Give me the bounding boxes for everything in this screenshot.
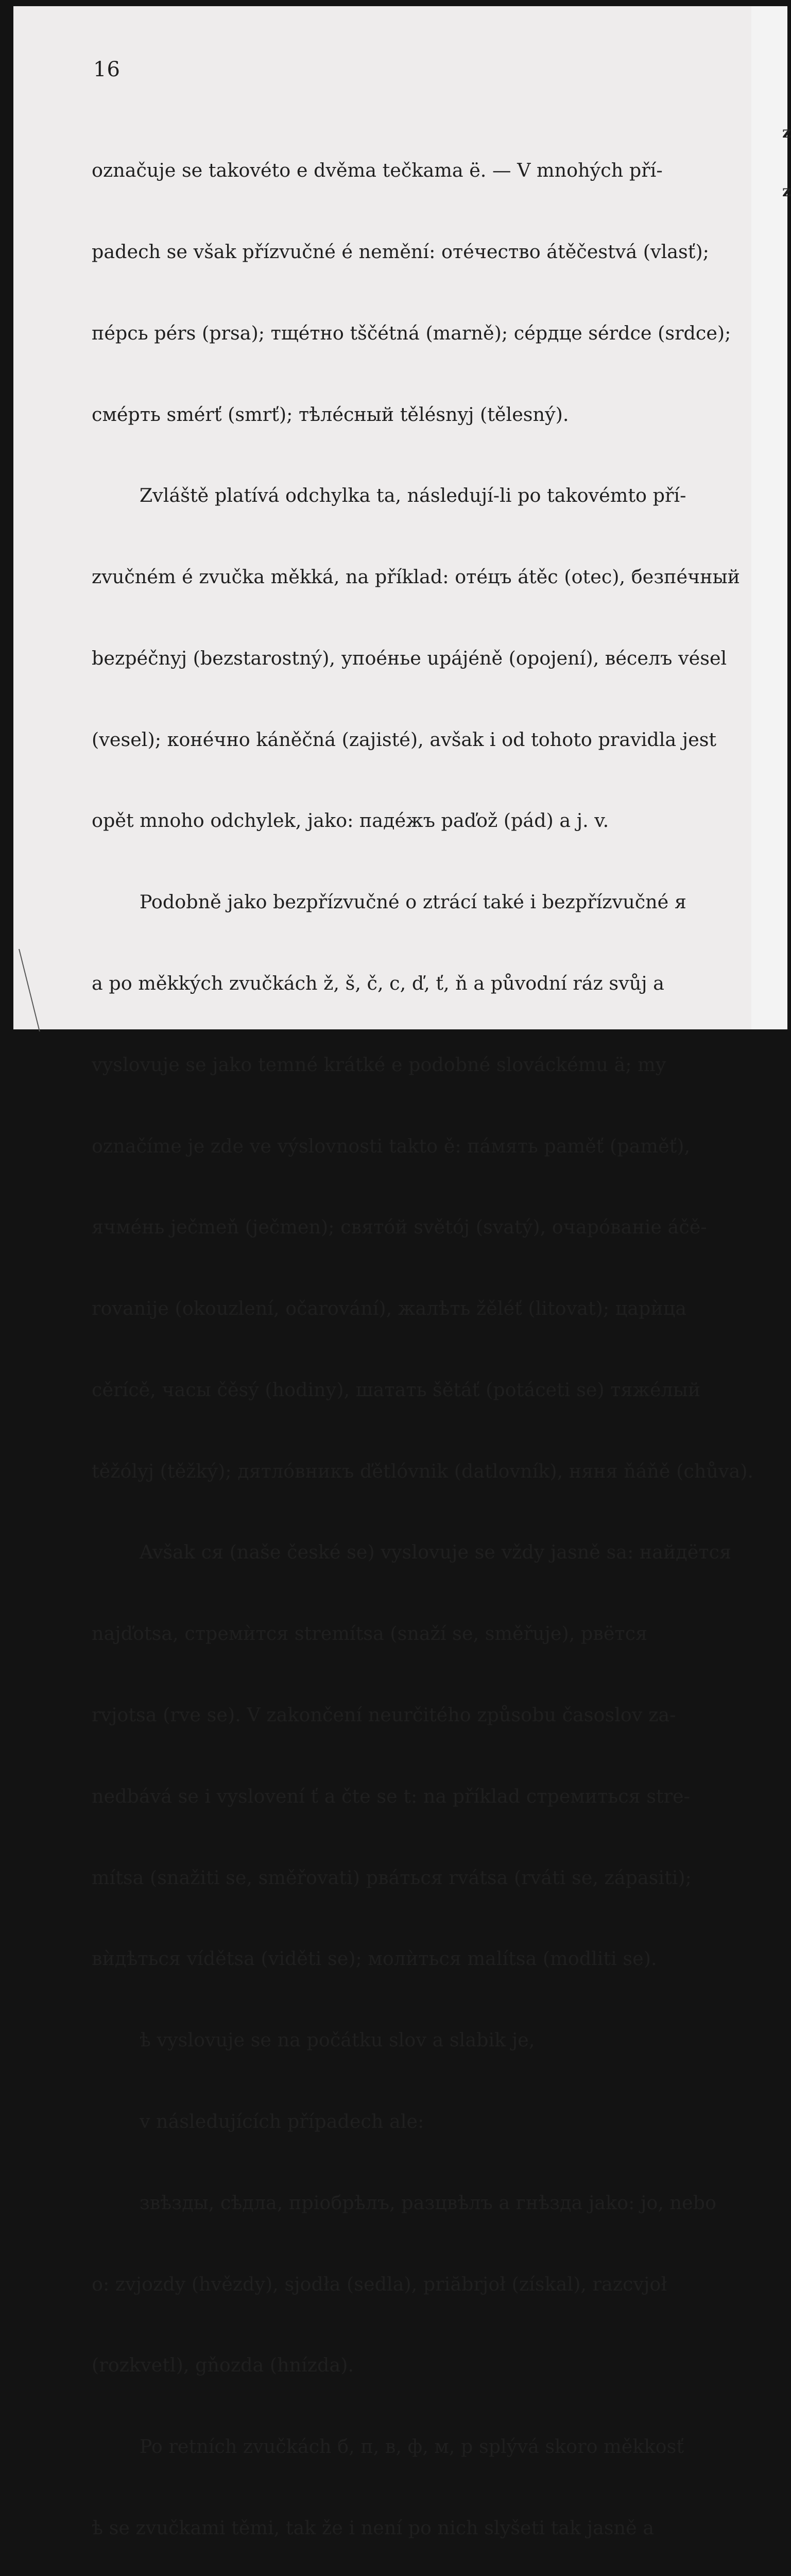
- adjacent-page-strip: [751, 6, 791, 1029]
- text-line: Avšak ся (naše české se) vyslovuje se vždy jasně sa: найдётся: [92, 1541, 732, 1564]
- text-line: mítsa (snažiti se, směřovati) рвáться rvátsa (rváti se, zápasiti);: [92, 1866, 692, 1889]
- page-edge-mark: [19, 949, 61, 1031]
- page-body-text: [92, 103, 754, 2576]
- text-line: (rozkvetl), gňozda (hnízda).: [92, 2354, 354, 2377]
- adjacent-page-letter: z: [782, 124, 791, 142]
- text-line: ячмéнь ječmeň (ječmen); святóй světój (svatý), очарóванie áčě-: [92, 1216, 707, 1239]
- text-line: označuje se takovéto e dvěma tečkama ë. — V mnohých pří-: [92, 159, 663, 182]
- text-line: Podobně jako bezpřízvučné o ztrácí také i bezpřízvučné я: [92, 891, 686, 913]
- page-number: 16: [93, 58, 121, 81]
- text-line: vyslovuje se jako temné krátké e podobné slováckému ä; my: [92, 1053, 666, 1076]
- text-line: cěrícě, часы čěsý (hodiny), шатать šětáť (potáceti se) тяжéлый: [92, 1378, 701, 1401]
- text-line: v následujících případech ale:: [92, 2110, 424, 2132]
- text-line: těžólyj (těžký); дятлóвникъ ďětlóvnik (datlovník), няня ňáňě (chůva).: [92, 1460, 754, 1482]
- text-line: bezpéčnyj (bezstarostný), упоéнье upájéně (opojení), вéселъ vésel: [92, 647, 727, 669]
- adjacent-page-letter: z: [782, 182, 791, 200]
- text-line: смéрть smérť (smrť); тѣлéсный tělésnyj (tělesný).: [92, 403, 569, 426]
- text-line: najďotsa, стремѝтся stremítsa (snaží se, směřuje), рвётся: [92, 1622, 648, 1645]
- text-line: Zvláště platívá odchylka ta, následují-li po takovémto pří-: [92, 484, 686, 507]
- text-line: rvjotsa (rve se). V zakončení neurčitého způsobu časoslov za-: [92, 1704, 676, 1726]
- text-line: ѣ vyslovuje se na počátku slov a slabik je,: [92, 2029, 535, 2052]
- text-line: o: zvjozdy (hvězdy), sjodła (sedla), priăbrjoł (získal), razcvjoł: [92, 2273, 667, 2295]
- text-line: (vesel); конéчно káněčná (zajisté), avšak i od tohoto pravidla jest: [92, 728, 717, 751]
- text-line: padech se však přízvučné é nemění: отéчество átěčestvá (vlasť);: [92, 240, 709, 263]
- text-line: a po měkkých zvučkách ž, š, č, c, ď, ť, ň a původní ráz svůj a: [92, 972, 664, 994]
- text-line: označíme je zde ve výslovnosti takto ě: пáмять paměť (paměť),: [92, 1134, 691, 1157]
- book-page: [13, 6, 754, 2539]
- text-line: Po retních zvučkách б, п, в, ф, м, р splývá skoro měkkosť: [92, 2435, 684, 2458]
- text-line: opět mnoho odchylek, jako: падéжъ paďož (pád) a j. v.: [92, 809, 609, 832]
- text-line: zvučném é zvučka měkká, na příklad: отéцъ átěc (otec), безпéчный: [92, 566, 740, 588]
- text-line: пéрсь pérs (prsa); тщéтно tščétná (marně); сéрдце sérdce (srdce);: [92, 321, 731, 344]
- text-line: ѣ se zvučkami těmi, tak že i není po nich slyšeti tak jasně a: [92, 2516, 655, 2539]
- text-line: rovanije (okouzlení, očarování), жалѣть žěléť (litovat); царѝца: [92, 1297, 686, 1320]
- text-line: звѣзды, сѣдла, пріобрѣлъ, разцвѣлъ a гнѣзда jako: jo, nebo: [92, 2191, 716, 2214]
- text-line: вѝдѣться vídětsa (viděti se); молѝться malítsa (modliti se).: [92, 1947, 657, 1970]
- text-line: nedbává se i vyslovení ť a čte se t: na příklad стремиться stre-: [92, 1785, 690, 1807]
